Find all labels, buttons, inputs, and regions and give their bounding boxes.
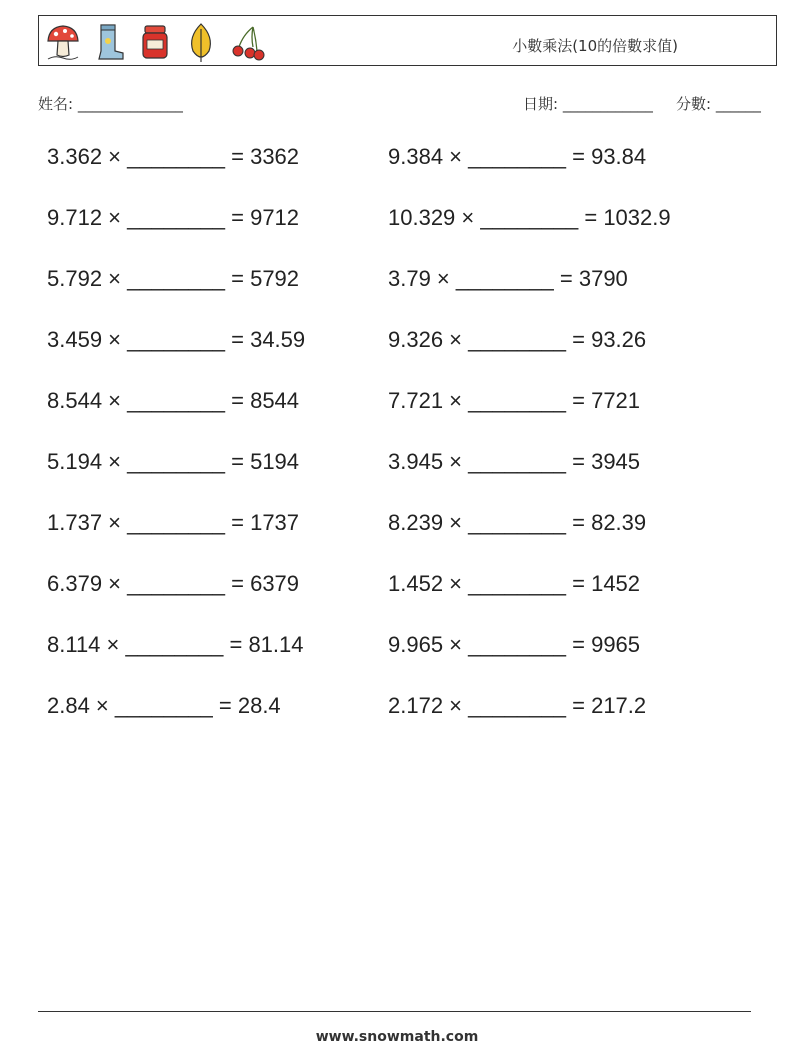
- problem-2: 9.384 × ________ = 93.84: [388, 144, 647, 169]
- problem-5: 5.792 × ________ = 5792: [47, 266, 300, 291]
- problem-6: 3.79 × ________ = 3790: [388, 266, 628, 291]
- name-field-label: 姓名: ______________: [38, 95, 183, 113]
- problem-grid: [47, 144, 747, 754]
- cherries-icon: [229, 21, 265, 63]
- problem-18: 9.965 × ________ = 9965: [388, 632, 641, 657]
- score-field-label: 分數: ______: [676, 95, 761, 113]
- problem-1: 3.362 × ________ = 3362: [47, 144, 300, 169]
- problem-15: 6.379 × ________ = 6379: [47, 571, 300, 596]
- worksheet-header: [38, 15, 777, 66]
- footer-divider: [38, 1011, 751, 1012]
- jam-jar-icon: [137, 21, 173, 63]
- footer-url: www.snowmath.com: [315, 1029, 479, 1045]
- mushroom-icon: [45, 21, 81, 63]
- problem-20: 2.172 × ________ = 217.2: [388, 693, 647, 718]
- problem-14: 8.239 × ________ = 82.39: [388, 510, 647, 535]
- problem-row: [47, 144, 747, 205]
- problem-9: 8.544 × ________ = 8544: [47, 388, 300, 413]
- problem-row: [47, 510, 747, 571]
- problem-row: [47, 571, 747, 632]
- problem-11: 5.194 × ________ = 5194: [47, 449, 300, 474]
- problem-7: 3.459 × ________ = 34.59: [47, 327, 306, 352]
- problem-4: 10.329 × ________ = 1032.9: [388, 205, 671, 230]
- problem-17: 8.114 × ________ = 81.14: [47, 632, 304, 657]
- problem-12: 3.945 × ________ = 3945: [388, 449, 641, 474]
- date-field-label: 日期: ____________: [523, 95, 653, 113]
- problem-row: [47, 266, 747, 327]
- header-icons: [45, 20, 265, 64]
- problem-13: 1.737 × ________ = 1737: [47, 510, 300, 535]
- boot-icon: [91, 21, 127, 63]
- problem-16: 1.452 × ________ = 1452: [388, 571, 641, 596]
- worksheet-title: 小數乘法(10的倍數求值): [512, 37, 678, 55]
- problem-row: [47, 693, 747, 754]
- problem-row: [47, 449, 747, 510]
- problem-row: [47, 205, 747, 266]
- problem-row: [47, 632, 747, 693]
- problem-row: [47, 388, 747, 449]
- problem-19: 2.84 × ________ = 28.4: [47, 693, 281, 718]
- problem-3: 9.712 × ________ = 9712: [47, 205, 300, 230]
- problem-10: 7.721 × ________ = 7721: [388, 388, 641, 413]
- problem-row: [47, 327, 747, 388]
- problem-8: 9.326 × ________ = 93.26: [388, 327, 647, 352]
- leaf-icon: [183, 21, 219, 63]
